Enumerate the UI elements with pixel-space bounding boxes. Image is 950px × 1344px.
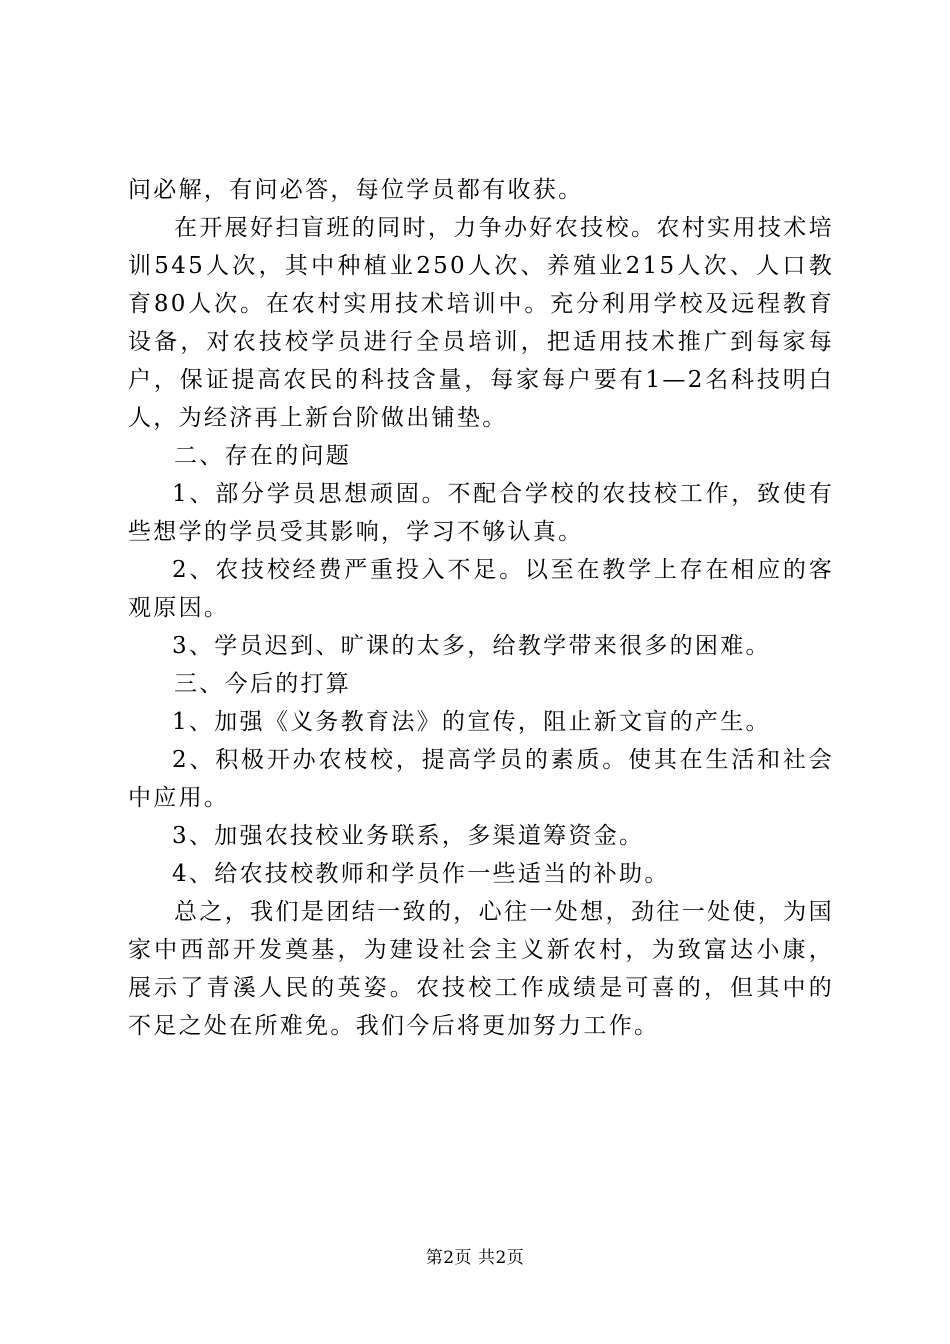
problem-item-2: 2、农技校经费严重投入不足。以至在教学上存在相应的客观原因。 bbox=[128, 557, 834, 621]
plan-item-1: 1、加强《义务教育法》的宣传，阻止新文盲的产生。 bbox=[172, 709, 771, 735]
page-number-footer: 第2页 共2页 bbox=[425, 1248, 525, 1268]
paragraph-continuation: 问必解，有问必答，每位学员都有收获。 bbox=[128, 177, 584, 203]
paragraph-training: 在开展好扫盲班的同时，力争办好农技校。农村实用技术培训545人次，其中种植业250人次、养殖业215人次、人口教育80人次。在农村实用技术培训中。充分利用学校及远程教育设备，对农技校学员进行全员培训，把适用技术推广到每家每户，保证提高农民的科技含量，每家每户要有1—2名科技明白人，为经济再上新台阶做出铺垫。 bbox=[128, 215, 834, 431]
document-body bbox=[128, 171, 834, 1045]
problem-item-3: 3、学员迟到、旷课的太多，给教学带来很多的困难。 bbox=[172, 633, 771, 659]
plan-item-4: 4、给农技校教师和学员作一些适当的补助。 bbox=[172, 861, 670, 887]
section-heading-plans: 三、今后的打算 bbox=[174, 671, 352, 697]
plan-item-3: 3、加强农技校业务联系，多渠道筹资金。 bbox=[172, 823, 645, 849]
problem-item-1: 1、部分学员思想顽固。不配合学校的农技校工作，致使有些想学的学员受其影响，学习不够认真。 bbox=[128, 481, 834, 545]
plan-item-2: 2、积极开办农枝校，提高学员的素质。使其在生活和社会中应用。 bbox=[128, 747, 834, 811]
section-heading-problems: 二、存在的问题 bbox=[174, 443, 352, 469]
paragraph-summary: 总之，我们是团结一致的，心往一处想，劲往一处使，为国家中西部开发奠基，为建设社会主义新农村，为致富达小康，展示了青溪人民的英姿。农技校工作成绩是可喜的，但其中的不足之处在所难免。我们今后将更加努力工作。 bbox=[128, 899, 834, 1039]
